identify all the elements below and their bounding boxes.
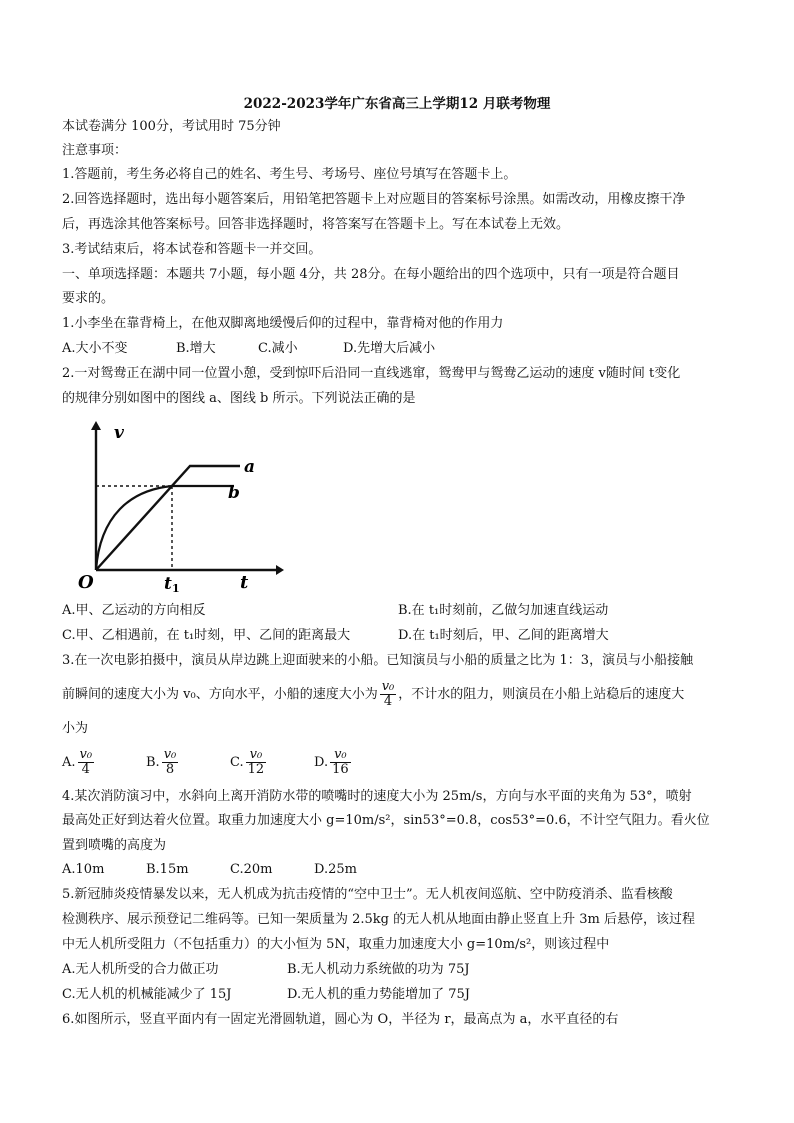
- option-prefix: B.: [146, 755, 160, 770]
- q2-option-c: C.甲、乙相遇前，在 t₁时刻，甲、乙间的距离最大: [62, 628, 351, 643]
- curve-label-b: b: [228, 483, 240, 503]
- q2-graph-svg: [64, 418, 284, 593]
- q1-option-a: A.大小不变: [62, 341, 128, 356]
- q5-option-a: A.无人机所受的合力做正功: [62, 962, 219, 977]
- q5-option-c: C.无人机的机械能减少了 15J: [62, 987, 232, 1002]
- page-title: 2022-2023学年广东省高三上学期12 月联考物理: [243, 96, 551, 112]
- q2-option-b: B.在 t₁时刻前，乙做匀加速直线运动: [398, 603, 609, 618]
- option-prefix: A.: [62, 755, 76, 770]
- q3-stem-line-3: 小为: [62, 721, 89, 736]
- q2-stem-line-2: 的规律分别如图中的图线 a、图线 b 所示。下列说法正确的是: [62, 391, 416, 406]
- q3-option-b: [146, 748, 180, 777]
- q5-stem-line-3: 中无人机所受阻力（不包括重力）的大小恒为 5N，取重力加速度大小 g=10m/s²，则该过程中: [62, 937, 610, 952]
- q4-stem-line-2: 最高处正好到达着火位置。取重力加速度大小 g=10m/s²，sin53°=0.8，cos53°=0.6，不计空气阻力。看火位: [62, 813, 710, 828]
- option-fraction: [78, 748, 95, 777]
- q2-stem-line-1: 2.一对鸳鸯正在湖中同一位置小憩，受到惊吓后沿同一直线逃窜，鸳鸯甲与鸳鸯乙运动的速度 v随时间 t变化: [62, 366, 681, 381]
- fraction-numerator: v₀: [79, 747, 93, 762]
- section-1-heading-line-2: 要求的。: [62, 291, 115, 306]
- graph-line-a: [96, 466, 240, 570]
- q3-option-c: [230, 748, 268, 777]
- q2-velocity-time-graph: [64, 418, 284, 593]
- q4-option-d: D.25m: [314, 862, 357, 877]
- option-fraction: [162, 748, 179, 777]
- notice-2-line-1: 2.回答选择题时，选出每小题答案后，用铅笔把答题卡上对应题目的答案标号涂黑。如需改动，用橡皮擦干净: [62, 192, 686, 207]
- graph-curve-b: [96, 486, 234, 570]
- fraction-denominator: 12: [247, 762, 265, 777]
- fraction-denominator: 8: [165, 762, 175, 777]
- q3-stem-line-2: [62, 680, 684, 709]
- curve-label-a: a: [244, 457, 256, 477]
- fraction-numerator: v₀: [330, 748, 351, 763]
- q2-option-a: A.甲、乙运动的方向相反: [62, 603, 206, 618]
- notice-heading: 注意事项：: [62, 143, 128, 158]
- fraction-denominator: 16: [332, 762, 349, 777]
- t1-subscript: 1: [172, 582, 180, 593]
- fraction-numerator: v₀: [163, 747, 177, 762]
- notice-1: 1.答题前，考生务必将自己的姓名、考生号、考场号、座位号填写在答题卡上。: [62, 167, 517, 182]
- q3-option-a: [62, 748, 96, 777]
- fraction-numerator: v₀: [381, 679, 395, 694]
- q4-option-c: C.20m: [230, 862, 273, 877]
- notice-3: 3.考试结束后，将本试卷和答题卡一并交回。: [62, 242, 322, 257]
- q1-option-d: D.先增大后减小: [343, 341, 436, 356]
- q5-stem-line-2: 检测秩序、展示预登记二维码等。已知一架质量为 2.5kg 的无人机从地面由静止竖直上升 3m 后悬停，该过程: [62, 912, 696, 927]
- q4-option-b: B.15m: [146, 862, 189, 877]
- q3-fraction-v0-over-4: [380, 680, 397, 709]
- fraction-numerator: v₀: [246, 748, 267, 763]
- fraction-denominator: 4: [81, 762, 90, 777]
- q3-stem-line-1: 3.在一次电影拍摄中，演员从岸边跳上迎面驶来的小船。已知演员与小船的质量之比为 1：3，演员与小船接触: [62, 653, 694, 668]
- option-prefix: C.: [230, 755, 244, 770]
- q1-option-c: C.减小: [258, 341, 298, 356]
- exam-info: 本试卷满分 100分，考试用时 75分钟: [62, 119, 281, 134]
- option-fraction: [330, 748, 351, 777]
- q4-option-a: A.10m: [62, 862, 105, 877]
- q2-option-d: D.在 t₁时刻后，甲、乙间的距离增大: [398, 628, 609, 643]
- q5-option-b: B.无人机动力系统做的功为 75J: [287, 962, 470, 977]
- q3-stem-line-2-start: 前瞬间的速度大小为 v₀、方向水平，小船的速度大小为: [62, 687, 378, 702]
- option-prefix: D.: [314, 755, 329, 770]
- q6-stem-line-1: 6.如图所示，竖直平面内有一固定光滑圆轨道，圆心为 O，半径为 r，最高点为 a，水平直径的右: [62, 1012, 619, 1027]
- axis-label-t: t: [240, 572, 249, 593]
- q5-option-d: D.无人机的重力势能增加了 75J: [287, 987, 470, 1002]
- q5-stem-line-1: 5.新冠肺炎疫情暴发以来，无人机成为抗击疫情的“空中卫士”。无人机夜间巡航、空中防疫消杀、监看核酸: [62, 887, 673, 902]
- q4-stem-line-1: 4.某次消防演习中，水斜向上离开消防水带的喷嘴时的速度大小为 25m/s，方向与水平面的夹角为 53°，喷射: [62, 789, 692, 804]
- q3-option-d: [314, 748, 353, 777]
- axis-label-v: v: [114, 423, 124, 443]
- origin-label: O: [78, 572, 94, 593]
- q4-stem-line-3: 置到喷嘴的高度为: [62, 838, 167, 853]
- q1-option-b: B.增大: [176, 341, 216, 356]
- section-1-heading-line-1: 一、单项选择题：本题共 7小题，每小题 4分，共 28分。在每小题给出的四个选项中，只有一项是符合题目: [62, 267, 680, 282]
- t1-label: t: [164, 574, 172, 593]
- option-fraction: [246, 748, 267, 777]
- fraction-denominator: 4: [383, 694, 393, 709]
- q1-stem: 1.小李坐在靠背椅上，在他双脚离地缓慢后仰的过程中，靠背椅对他的作用力: [62, 316, 504, 331]
- q3-stem-line-2-end: ，不计水的阻力，则演员在小船上站稳后的速度大: [398, 687, 685, 702]
- notice-2-line-2: 后，再选涂其他答案标号。回答非选择题时，将答案写在答题卡上。写在本试卷上无效。: [62, 217, 570, 232]
- v-axis-arrow-icon: [91, 421, 101, 430]
- t-axis-arrow-icon: [276, 565, 284, 575]
